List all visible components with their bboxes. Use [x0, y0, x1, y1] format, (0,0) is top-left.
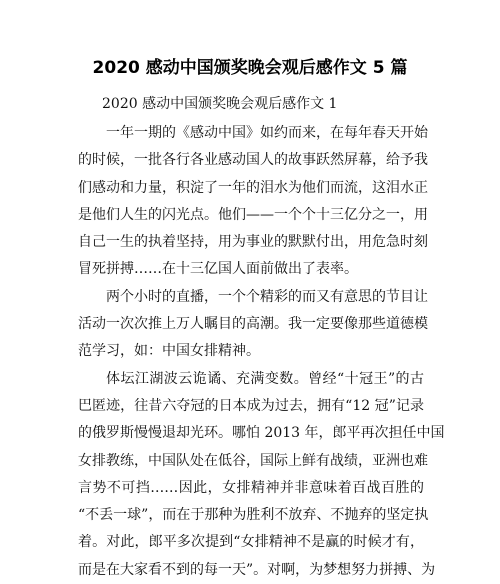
text-line: 而是在大家看不到的每一天”。对啊，为梦想努力拼搏、为: [78, 561, 436, 578]
text-line: 是他们人生的闪光点。他们——一个个十三亿分之一，用: [78, 206, 428, 223]
text-line: 一年一期的《感动中国》如约而来，在每年春天开始: [106, 125, 428, 141]
text-line: 冒死拼搏……在十三亿国人面前做出了表率。: [78, 261, 358, 278]
text-line: 范学习，如：中国女排精神。: [78, 343, 260, 360]
text-line: 体坛江湖波云诡谲、充满变数。曾经“十冠王”的古: [106, 370, 424, 387]
text-line: 巴匿迹，往昔六夺冠的日本成为过去，拥有“12 冠”记录: [78, 397, 424, 414]
text-line: 的俄罗斯慢慢退却光环。哪怕 2013 年，郎平再次担任中国: [78, 425, 445, 442]
text-line: 们感动和力量，积淀了一年的泪水为他们而流，这泪水正: [78, 179, 428, 196]
text-line: 自己一生的执着坚持，用为事业的默默付出，用危急时刻: [78, 234, 428, 251]
text-line: 女排教练，中国队处在低谷，国际上鲜有战绩，亚洲也难: [78, 452, 428, 469]
page-title: 2020 感动中国颁奖晚会观后感作文 5 篇: [92, 58, 408, 78]
text-line: 活动一次次推上万人瞩目的高潮。我一定要像那些道德模: [78, 316, 428, 333]
text-line: “不丢一球”，而在于那种为胜利不放弃、不抛弃的坚定执: [78, 507, 429, 524]
text-line: 言势不可挡……因此，女排精神并非意味着百战百胜的: [78, 479, 424, 496]
text-line: 的时候，一批各行各业感动国人的故事跃然屏幕，给予我: [78, 152, 428, 169]
paragraph-2: [78, 284, 428, 366]
text-line: 着。对此，郎平多次提到“女排精神不是赢的时候才有，: [78, 534, 424, 551]
text-line: 两个小时的直播，一个个精彩的而又有意思的节目让: [106, 288, 428, 305]
section-subtitle: 2020 感动中国颁奖晚会观后感作文 1: [102, 96, 338, 112]
document-body: [78, 120, 445, 584]
paragraph-1: [78, 120, 428, 284]
paragraph-3: [78, 366, 445, 584]
